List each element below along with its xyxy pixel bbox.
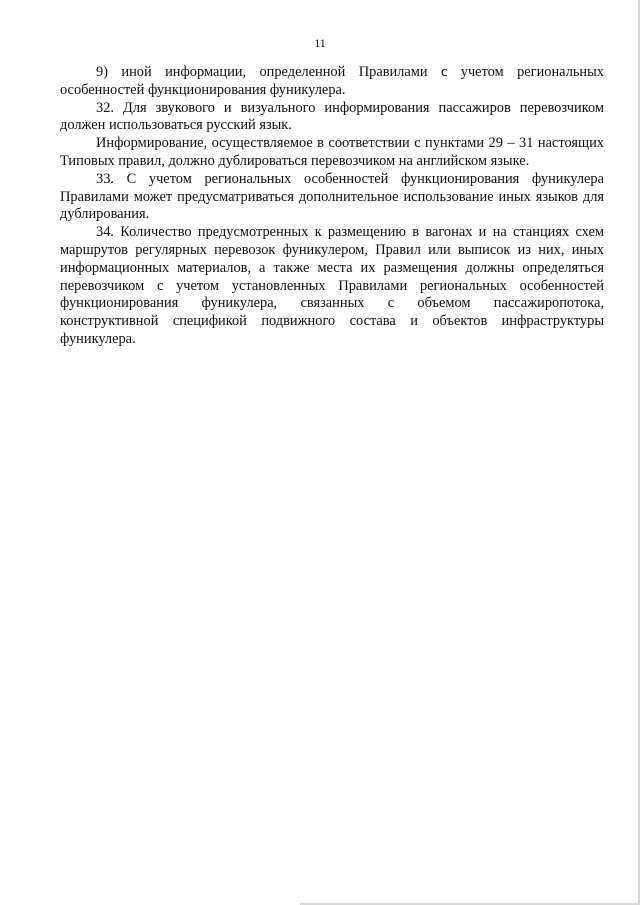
paragraph-clause-32: 32. Для звукового и визуального информирования пассажиров перевозчиком должен использоваться русский язык.: [60, 99, 604, 134]
paragraph-item-9: 9) иной информации, определенной Правилами с учетом региональных особенностей функционирования фуникулера.: [60, 64, 604, 98]
page-number: 11: [314, 36, 326, 50]
paragraph-clause-33: 33. С учетом региональных особенностей функционирования фуникулера Правилами может предусматриваться дополнительное использование иных языков для дублирования.: [60, 170, 604, 223]
paragraph-clause-34: 34. Количество предусмотренных к размещению в вагонах и на станциях схем маршрутов регулярных перевозок фуникулером, Правил или выписок из них, иных информационных материалов, а также места их размещения должны определяться перевозчиком с учетом установленных Правилами региональных особенностей функционирования фуникулера, связанных с объемом пассажиропотока, конструктивной спецификой подвижного состава и объектов инфраструктуры фуникулера.: [60, 224, 604, 347]
paragraph-informing-duplication: Информирование, осуществляемое в соответствии с пунктами 29 – 31 настоящих Типовых правил, должно дублироваться перевозчиком на английском языке.: [60, 135, 604, 169]
document-body: [60, 64, 604, 349]
